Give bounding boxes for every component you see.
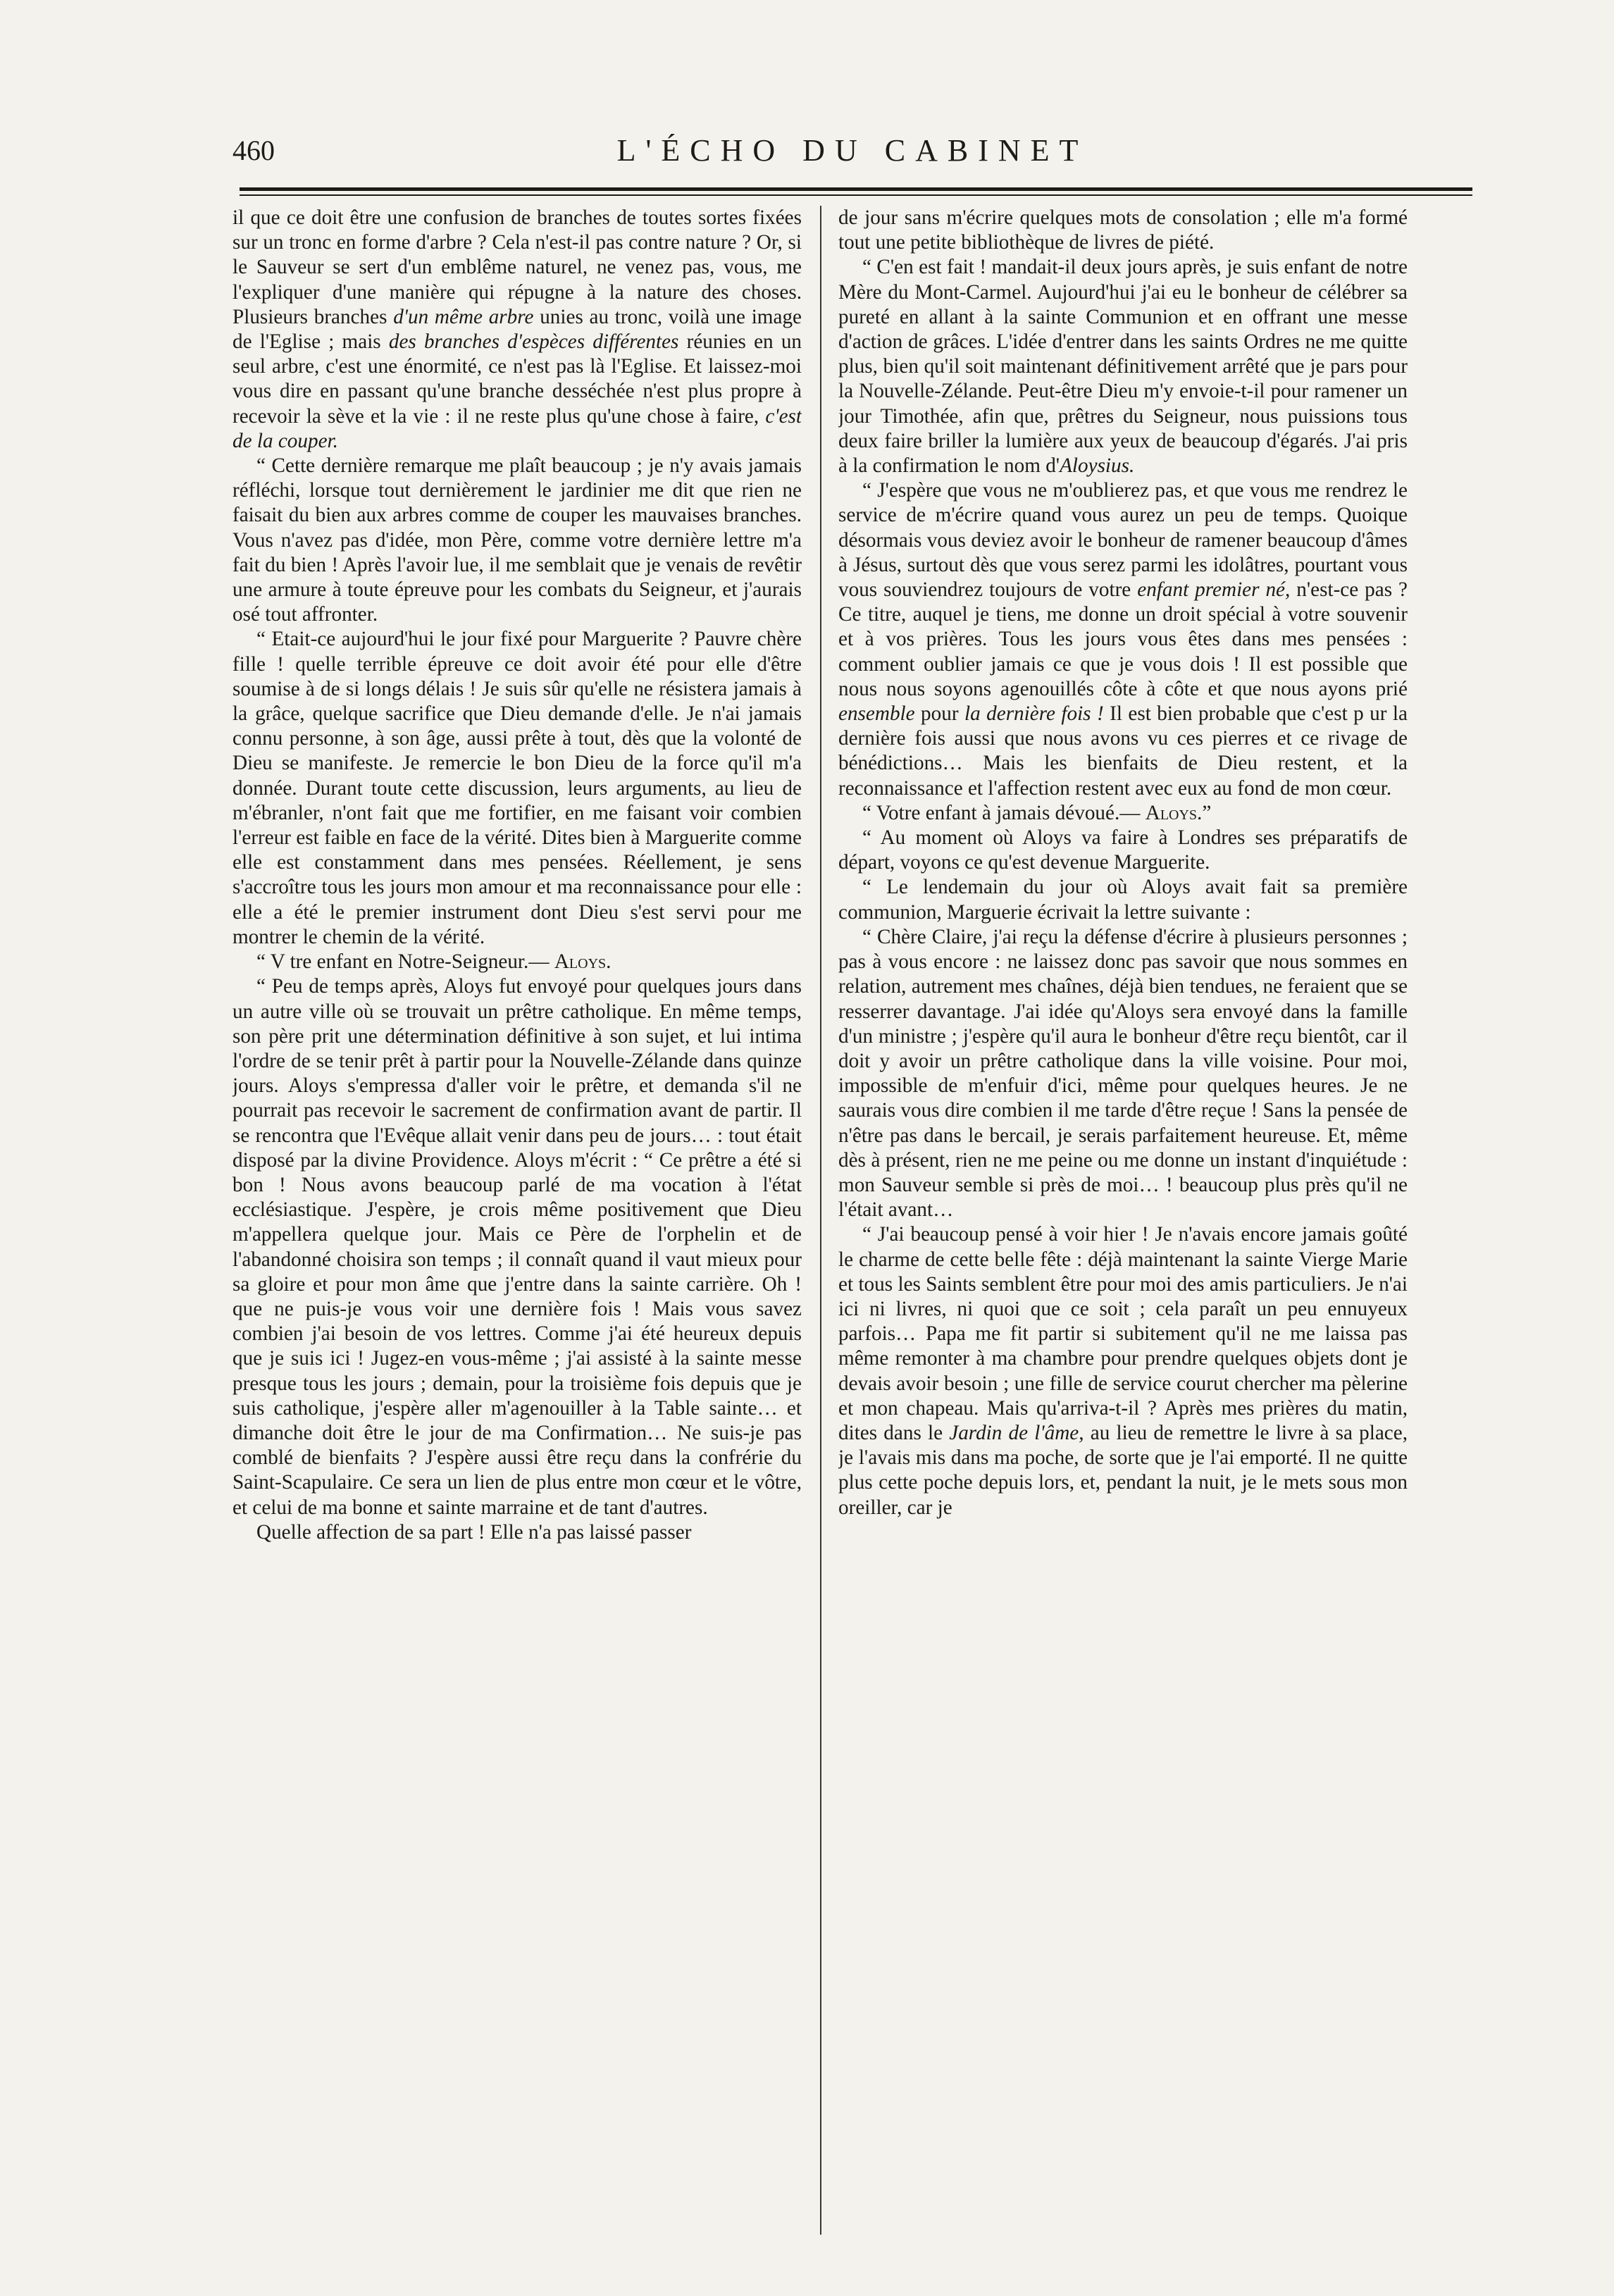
header-rule-thick — [240, 187, 1472, 191]
paragraph: il que ce doit être une confusion de branches de toutes sortes fixées sur un tronc en forme d'arbre ? Cela n'est-il pas contre nature ? Or, si le Sauveur se sert d'un emblême naturel, ne venez pas, vous, me l'expliquer d'une manière qui répugne à la nature des choses. Plusieurs branches d'un même arbre unies au tronc, voilà une image de l'Eglise ; mais des branches d'espèces différentes réunies en un seul arbre, c'est une énormité, ce n'est pas là l'Eglise. Et laissez-moi vous dire en passant qu'une branche desséchée n'est plus propre à recevoir la sève et la vie : il ne reste plus qu'une chose à faire, c'est de la couper. — [232, 206, 802, 452]
paragraph: “ Peu de temps après, Aloys fut envoyé pour quelques jours dans un autre ville où se trouvait un prêtre catholique. En même temps, son père prit une détermination définitive à son sujet, et lui intima l'ordre de se tenir prêt à partir pour la Nouvelle-Zélande dans quinze jours. Aloys s'empressa d'aller voir le prêtre, et demanda s'il ne pourrait pas recevoir le sacrement de confirmation avant de partir. Il se rencontra que l'Evêque allait venir dans peu de jours… : tout était disposé par la divine Providence. Aloys m'écrit : “ Ce prêtre a été si bon ! Nous avons beaucoup parlé de ma vocation à l'état ecclésiastique. J'espère, je crois même positivement que Dieu m'appellera quelque jour. Mais ce Père de l'orphelin et de l'abandonné choisira son temps ; il connaît quand il vaut mieux pour sa gloire et pour mon âme que j'entre dans la sainte carrière. Oh ! que ne puis-je vous voir une dernière fois ! Mais vous savez combien j'ai besoin de vos lettres. Comme j'ai été heureux depuis que je suis ici ! Jugez-en vous-même ; j'ai assisté à la sainte messe presque tous les jours ; demain, pour la troisième fois depuis que je suis catholique, j'espère aller m'agenouiller à la Table sainte… et dimanche doit être le jour de ma Confirmation… Ne suis-je pas comblé de bienfaits ? J'espère aussi être reçu dans la confrérie du Saint-Scapulaire. Ce sera un lien de plus entre mon cœur et le vôtre, et celui de ma bonne et sainte marraine et de tant d'autres. — [232, 975, 802, 1519]
paragraph: “ Au moment où Aloys va faire à Londres ses préparatifs de départ, voyons ce qu'est devenue Marguerite. — [838, 826, 1408, 874]
running-title: L'ÉCHO DU CABINET — [616, 132, 1088, 168]
left-column — [232, 206, 802, 2235]
paragraph: “ Le lendemain du jour où Aloys avait fait sa première communion, Marguerie écrivait la lettre suivante : — [838, 876, 1408, 924]
paragraph: “ J'ai beaucoup pensé à voir hier ! Je n'avais encore jamais goûté le charme de cette belle fête : déjà maintenant la sainte Vierge Marie et tous les Saints semblent être pour moi des amis particuliers. Je n'ai ici ni livres, ni quoi que ce soit ; cela paraît un peu ennuyeux parfois… Papa me fit partir si subitement qu'il ne me laissa pas même remonter à ma chambre pour prendre quelques objets dont je devais avoir besoin ; une fille de service courut chercher ma pèlerine et mon chapeau. Mais qu'arriva-t-il ? Après mes prières du matin, dites dans le Jardin de l'âme, au lieu de remettre le livre à sa place, je l'avais mis dans ma poche, de sorte que je l'ai emporté. Il ne quitte plus cette poche depuis lors, et, pendant la nuit, je le mets sous mon oreiller, car je — [838, 1223, 1408, 1519]
right-column — [838, 206, 1408, 2235]
paragraph: “ C'en est fait ! mandait-il deux jours après, je suis enfant de notre Mère du Mont-Carmel. Aujourd'hui j'ai eu le bonheur de célébrer sa pureté en allant à la sainte Communion et en offrant une messe d'action de grâces. L'idée d'entrer dans les saints Ordres ne me quitte plus, bien qu'il soit maintenant définitivement arrêté que je pars pour la Nouvelle-Zélande. Peut-être Dieu m'y envoie-t-il pour ramener un jour Timothée, afin que, prêtres du Seigneur, nous puissions tous deux faire briller la lumière aux yeux de beaucoup d'égarés. J'ai pris à la confirmation le nom d'Aloysius. — [838, 256, 1408, 478]
paragraph: de jour sans m'écrire quelques mots de consolation ; elle m'a formé tout une petite bibliothèque de livres de piété. — [838, 206, 1408, 254]
header-rule-thin — [240, 194, 1472, 196]
paragraph: “ Chère Claire, j'ai reçu la défense d'écrire à plusieurs personnes ; pas à vous encore : ne laissez donc pas savoir que nous sommes en relation, autrement mes chaînes, déjà bien tendues, ne feraient que se resserrer davantage. J'ai idée qu'Aloys sera envoyé dans la famille d'un ministre ; j'espère qu'il aura le bonheur d'être reçu bientôt, car il doit y avoir un prêtre catholique dans la ville voisine. Pour moi, impossible de m'enfuir d'ici, même pour quelques heures. Je ne saurais vous dire combien il me tarde d'être reçue ! Sans la pensée de n'être pas dans le bercail, je serais parfaitement heureuse. Et, même dès à présent, rien ne me peine ou me donne un instant d'inquiétude : mon Sauveur semble si près de moi… ! beaucoup plus près qu'il ne l'était avant… — [838, 925, 1408, 1222]
paragraph: “ Cette dernière remarque me plaît beaucoup ; je n'y avais jamais réfléchi, lorsque tout dernièrement le jardinier me dit que rien ne faisait du bien aux arbres comme de couper les mauvaises branches. Vous n'avez pas d'idée, mon Père, comme votre dernière lettre m'a fait du bien ! Après l'avoir lue, il me semblait que je venais de revêtir une armure à toute épreuve pour les combats du Seigneur, et j'aurais osé tout affronter. — [232, 454, 802, 626]
column-divider — [820, 206, 821, 2235]
signature-line: “ Votre enfant à jamais dévoué.— Aloys.” — [862, 801, 1212, 824]
paragraph: Quelle affection de sa part ! Elle n'a pas laissé passer — [256, 1520, 692, 1544]
signature-line: “ V tre enfant en Notre-Seigneur.— Aloys. — [256, 950, 612, 974]
paragraph: “ J'espère que vous ne m'oublierez pas, et que vous me rendrez le service de m'écrire quand vous aurez un peu de temps. Quoique désormais vous deviez avoir le bonheur de ramener beaucoup d'âmes à Jésus, surtout dès que vous serez parmi les idolâtres, pourtant vous vous souviendrez toujours de votre enfant premier né, n'est-ce pas ? Ce titre, auquel je tiens, me donne un droit spécial à votre souvenir et à vos prières. Tous les jours vous êtes dans mes pensées : comment oublier jamais ce que je vous dois ! Il est possible que nous nous soyons agenouillés côte à côte et que nous ayons prié ensemble pour la dernière fois ! Il est bien probable que c'est p ur la dernière fois aussi que nous avons vu ces pierres et ce rivage de bénédictions… Mais les bienfaits de Dieu restent, et la reconnaissance et l'affection restent avec eux au fond de mon cœur. — [838, 479, 1408, 800]
page-number: 460 — [232, 134, 275, 166]
paragraph: “ Etait-ce aujourd'hui le jour fixé pour Marguerite ? Pauvre chère fille ! quelle terrible épreuve ce doit avoir été pour elle d'être soumise à de si longs délais ! Je suis sûr qu'elle ne résistera jamais à la grâce, quelque sacrifice que Dieu demande d'elle. Je n'ai jamais connu personne, à son âge, aussi prête à tout, dès que la volonté de Dieu se manifeste. Je remercie le bon Dieu de la force qu'il m'a donnée. Durant toute cette discussion, leurs arguments, au lieu de m'ébranler, n'ont fait que me fortifier, en me faisant voir combien l'erreur est faible en face de la vérité. Dites bien à Marguerite comme elle est constamment dans mes pensées. Réellement, je sens s'accroître tous les jours mon amour et ma reconnaissance pour elle : elle a été le premier instrument dont Dieu s'est servi pour me montrer le chemin de la vérité. — [232, 628, 802, 948]
page-header — [232, 125, 1472, 175]
